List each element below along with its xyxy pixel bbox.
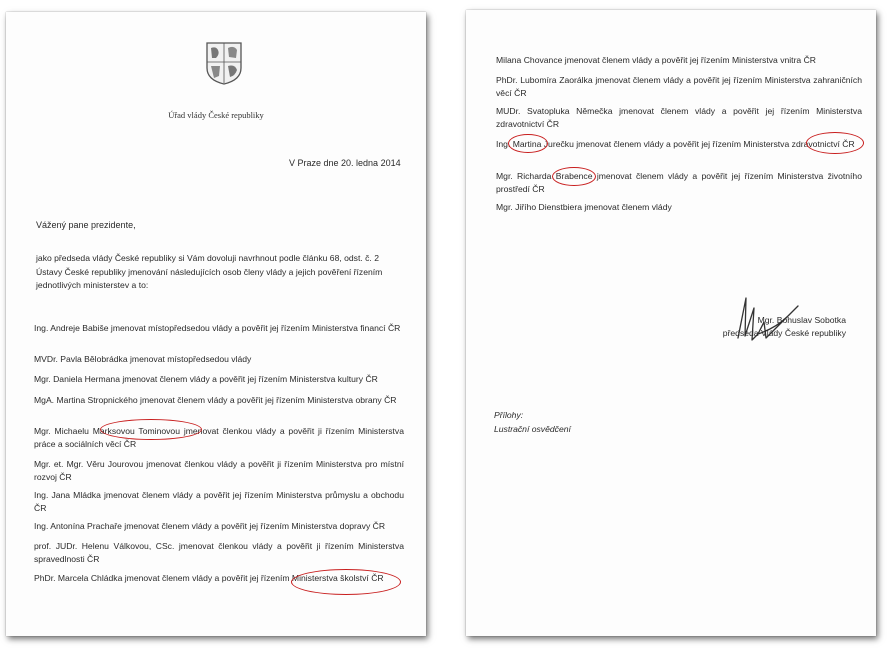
nomination-item: Ing. Antonína Prachaře jmenovat členem vlády a pověřit jej řízením Ministerstva dopravy ČR xyxy=(34,521,386,531)
salutation: Vážený pane prezidente, xyxy=(36,220,136,230)
attachments-item: Lustrační osvědčení xyxy=(494,424,571,434)
nomination-item: MgA. Martina Stropnického jmenovat členem vlády a pověřit jej řízením Ministerstva obrany ČR xyxy=(34,395,397,405)
nomination-item: Mgr. Daniela Hermana jmenovat členem vlády a pověřit jej řízením Ministerstva kultury ČR xyxy=(34,374,378,384)
nomination-item: Ing. Andreje Babiše jmenovat místopředsedou vlády a pověřit jej řízením Ministerstva financí ČR xyxy=(34,323,401,333)
signer-name: Mgr. Bohuslav Sobotka xyxy=(757,315,846,325)
attachments xyxy=(494,408,571,436)
intro-paragraph: jako předseda vlády České republiky si Vám dovoluji navrhnout podle článku 68, odst. č. 2 Ústavy České republiky jmenování následujících osob členy vlády a jejich pověření řízením jednotlivých ministerstev a to: xyxy=(36,253,383,290)
nomination-item: MVDr. Pavla Bělobrádka jmenovat místopředsedou vlády xyxy=(34,354,252,364)
nomination-item: prof. JUDr. Helenu Válkovou, CSc. jmenovat členkou vlády a pověřit ji řízením Ministerstva spravedlnosti ČR xyxy=(34,541,404,564)
nomination-item: Mgr. et. Mgr. Věru Jourovou jmenovat členkou vlády a pověřit ji řízením Ministerstva pro místní rozvoj ČR xyxy=(34,459,404,482)
issuing-office: Úřad vlády České republiky xyxy=(168,110,264,120)
nomination-item: PhDr. Marcela Chládka jmenovat členem vlády a pověřit jej řízením Ministerstva školství ČR xyxy=(34,573,384,583)
nomination-item: Mgr. Michaelu Marksovou Tominovou jmenovat členkou vlády a pověřit ji řízením Ministerstva práce a sociálních věcí ČR xyxy=(34,426,404,449)
letter-date: V Praze dne 20. ledna 2014 xyxy=(289,158,401,168)
signature-block xyxy=(646,314,846,340)
letter-page-2 xyxy=(466,10,876,636)
attachments-label: Přílohy: xyxy=(494,410,524,420)
nomination-item: Milana Chovance jmenovat členem vlády a pověřit jej řízením Ministerstva vnitra ČR xyxy=(496,55,817,65)
nomination-item: Ing. Jana Mládka jmenovat členem vlády a pověřit jej řízením Ministerstva průmyslu a obchodu ČR xyxy=(34,490,404,513)
nomination-item: Mgr. Jiřího Dienstbiera jmenovat členem vlády xyxy=(496,202,672,212)
signer-title: předseda Vlády České republiky xyxy=(722,328,846,338)
nomination-item: Ing. Martina Jurečku jmenovat členem vlády a pověřit jej řízením Ministerstva zdravotnictví ČR xyxy=(496,139,855,149)
state-emblem-icon xyxy=(204,40,244,86)
nomination-item: Mgr. Richarda Brabence jmenovat členem vlády a pověřit jej řízením Ministerstva životního prostředí ČR xyxy=(496,171,862,194)
nomination-item: PhDr. Lubomíra Zaorálka jmenovat členem vlády a pověřit jej řízením Ministerstva zahraničních věcí ČR xyxy=(496,75,862,98)
nomination-item: MUDr. Svatopluka Němečka jmenovat členem vlády a pověřit jej řízením Ministerstva zdravotnictví ČR xyxy=(496,106,862,129)
letter-page-1 xyxy=(6,12,426,636)
